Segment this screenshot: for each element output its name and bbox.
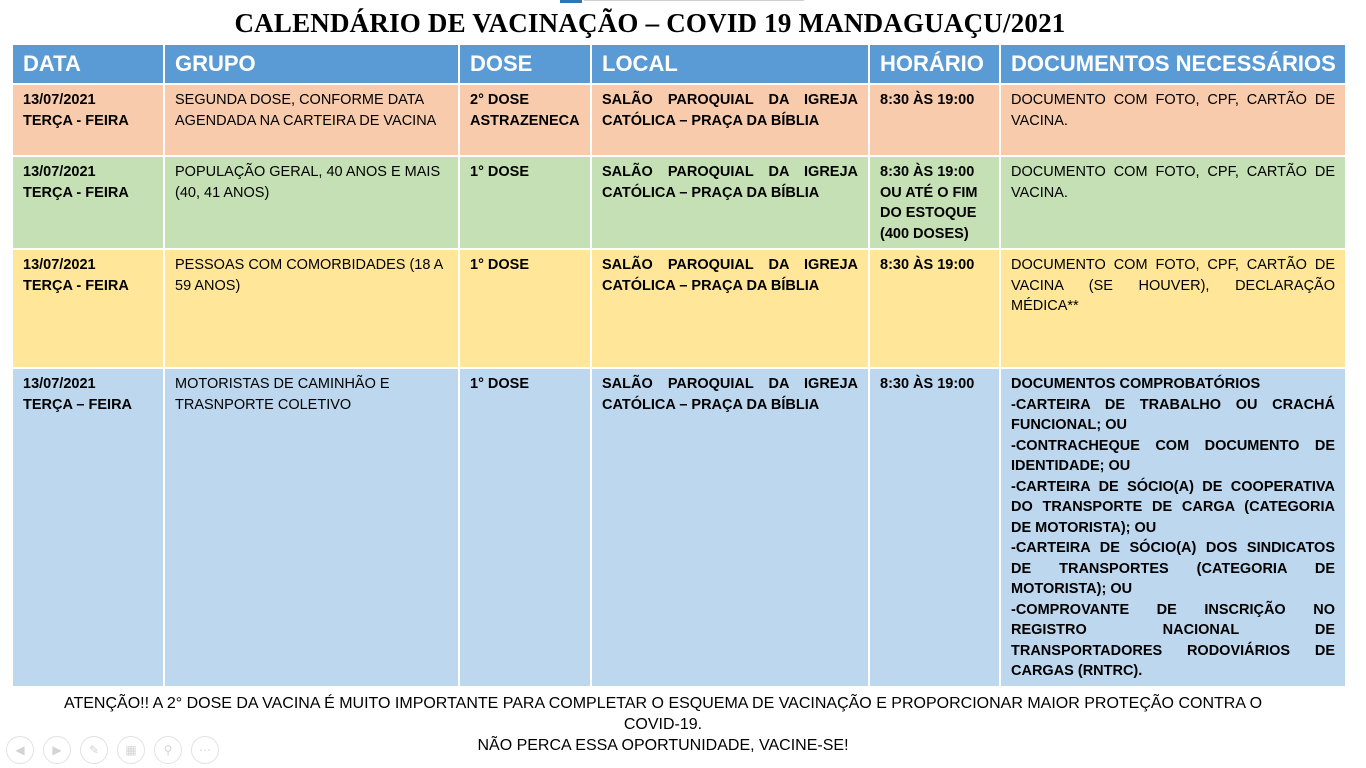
footer-call-to-action: NÃO PERCA ESSA OPORTUNIDADE, VACINE-SE! bbox=[477, 737, 849, 754]
docs-list-item: -CARTEIRA DE SÓCIO(A) DE COOPERATIVA DO TRANSPORTE DE CARGA (CATEGORIA DE MOTORISTA); OU bbox=[1011, 478, 1335, 536]
docs-cell: DOCUMENTO COM FOTO, CPF, CARTÃO DE VACINA. bbox=[1001, 85, 1347, 157]
weekday-text: TERÇA – FEIRA bbox=[23, 396, 133, 413]
dose-cell: 1° DOSE bbox=[460, 369, 592, 688]
docs-list-item: DOCUMENTOS COMPROBATÓRIOS bbox=[1011, 376, 1261, 392]
weekday-text: TERÇA - FEIRA bbox=[23, 277, 129, 294]
header-local: LOCAL bbox=[592, 45, 870, 85]
footer-attention-text: ATENÇÃO!! A 2° DOSE DA VACINA É MUITO IMPORTANTE PARA COMPLETAR O ESQUEMA DE VACINAÇÃO E PROPORCIONAR MAIOR PROTEÇÃO CONTRA O COVID-19. bbox=[63, 695, 1263, 733]
table-header-row bbox=[13, 45, 1347, 85]
header-documentos: DOCUMENTOS NECESSÁRIOS bbox=[1001, 45, 1347, 85]
time-cell: 8:30 ÀS 19:00 bbox=[870, 85, 1001, 157]
date-cell bbox=[13, 85, 165, 157]
local-cell: SALÃO PAROQUIAL DA IGREJA CATÓLICA – PRAÇA DA BÍBLIA bbox=[592, 250, 870, 369]
date-text: 13/07/2021 bbox=[23, 164, 96, 180]
group-cell: PESSOAS COM COMORBIDADES (18 A 59 ANOS) bbox=[165, 250, 460, 369]
docs-cell: DOCUMENTO COM FOTO, CPF, CARTÃO DE VACINA (SE HOUVER), DECLARAÇÃO MÉDICA** bbox=[1001, 250, 1347, 369]
local-cell: SALÃO PAROQUIAL DA IGREJA CATÓLICA – PRAÇA DA BÍBLIA bbox=[592, 157, 870, 250]
date-cell bbox=[13, 369, 165, 688]
table-row bbox=[13, 157, 1347, 250]
time-cell: 8:30 ÀS 19:00 OU ATÉ O FIM DO ESTOQUE (400 DOSES) bbox=[870, 157, 1001, 250]
docs-list-item: -CARTEIRA DE TRABALHO OU CRACHÁ FUNCIONAL; OU bbox=[1011, 396, 1335, 433]
date-text: 13/07/2021 bbox=[23, 92, 96, 108]
date-cell bbox=[13, 157, 165, 250]
header-horario: HORÁRIO bbox=[870, 45, 1001, 85]
pen-icon[interactable]: ✎ bbox=[80, 736, 108, 764]
top-accent-bar bbox=[560, 0, 582, 3]
local-cell: SALÃO PAROQUIAL DA IGREJA CATÓLICA – PRAÇA DA BÍBLIA bbox=[592, 85, 870, 157]
group-cell: MOTORISTAS DE CAMINHÃO E TRASNPORTE COLETIVO bbox=[165, 369, 460, 688]
group-cell: SEGUNDA DOSE, CONFORME DATA AGENDADA NA CARTEIRA DE VACINA bbox=[165, 85, 460, 157]
header-dose: DOSE bbox=[460, 45, 592, 85]
top-divider bbox=[584, 0, 804, 1]
page-title: CALENDÁRIO DE VACINAÇÃO – COVID 19 MANDAGUAÇU/2021 bbox=[234, 8, 1066, 38]
table-row bbox=[13, 369, 1347, 688]
vaccination-schedule-table bbox=[13, 45, 1347, 688]
zoom-icon[interactable]: ⚲ bbox=[154, 736, 182, 764]
docs-cell bbox=[1001, 369, 1347, 688]
more-options-icon[interactable]: ⋯ bbox=[191, 736, 219, 764]
group-cell: POPULAÇÃO GERAL, 40 ANOS E MAIS (40, 41 ANOS) bbox=[165, 157, 460, 250]
weekday-text: TERÇA - FEIRA bbox=[23, 112, 129, 129]
dose-cell: 2° DOSE ASTRAZENECA bbox=[460, 85, 592, 157]
dose-cell: 1° DOSE bbox=[460, 157, 592, 250]
previous-slide-icon[interactable]: ◀ bbox=[6, 736, 34, 764]
time-cell: 8:30 ÀS 19:00 bbox=[870, 250, 1001, 369]
table-row bbox=[13, 250, 1347, 369]
weekday-text: TERÇA - FEIRA bbox=[23, 184, 129, 201]
slideshow-controls bbox=[6, 736, 219, 764]
date-cell bbox=[13, 250, 165, 369]
local-cell: SALÃO PAROQUIAL DA IGREJA CATÓLICA – PRAÇA DA BÍBLIA bbox=[592, 369, 870, 688]
dose-cell: 1° DOSE bbox=[460, 250, 592, 369]
time-cell: 8:30 ÀS 19:00 bbox=[870, 369, 1001, 688]
next-slide-icon[interactable]: ▶ bbox=[43, 736, 71, 764]
docs-list-item: -CONTRACHEQUE COM DOCUMENTO DE IDENTIDADE; OU bbox=[1011, 437, 1335, 474]
header-data: DATA bbox=[13, 45, 165, 85]
slides-grid-icon[interactable]: ▦ bbox=[117, 736, 145, 764]
header-grupo: GRUPO bbox=[165, 45, 460, 85]
date-text: 13/07/2021 bbox=[23, 376, 96, 392]
docs-list-item: -CARTEIRA DE SÓCIO(A) DOS SINDICATOS DE TRANSPORTES (CATEGORIA DE MOTORISTA); OU bbox=[1011, 540, 1335, 597]
docs-list-item: -COMPROVANTE DE INSCRIÇÃO NO REGISTRO NACIONAL DE TRANSPORTADORES RODOVIÁRIOS DE CARGAS (RNTRC). bbox=[1011, 601, 1335, 679]
table-row bbox=[13, 85, 1347, 157]
docs-cell: DOCUMENTO COM FOTO, CPF, CARTÃO DE VACINA. bbox=[1001, 157, 1347, 250]
date-text: 13/07/2021 bbox=[23, 257, 96, 273]
